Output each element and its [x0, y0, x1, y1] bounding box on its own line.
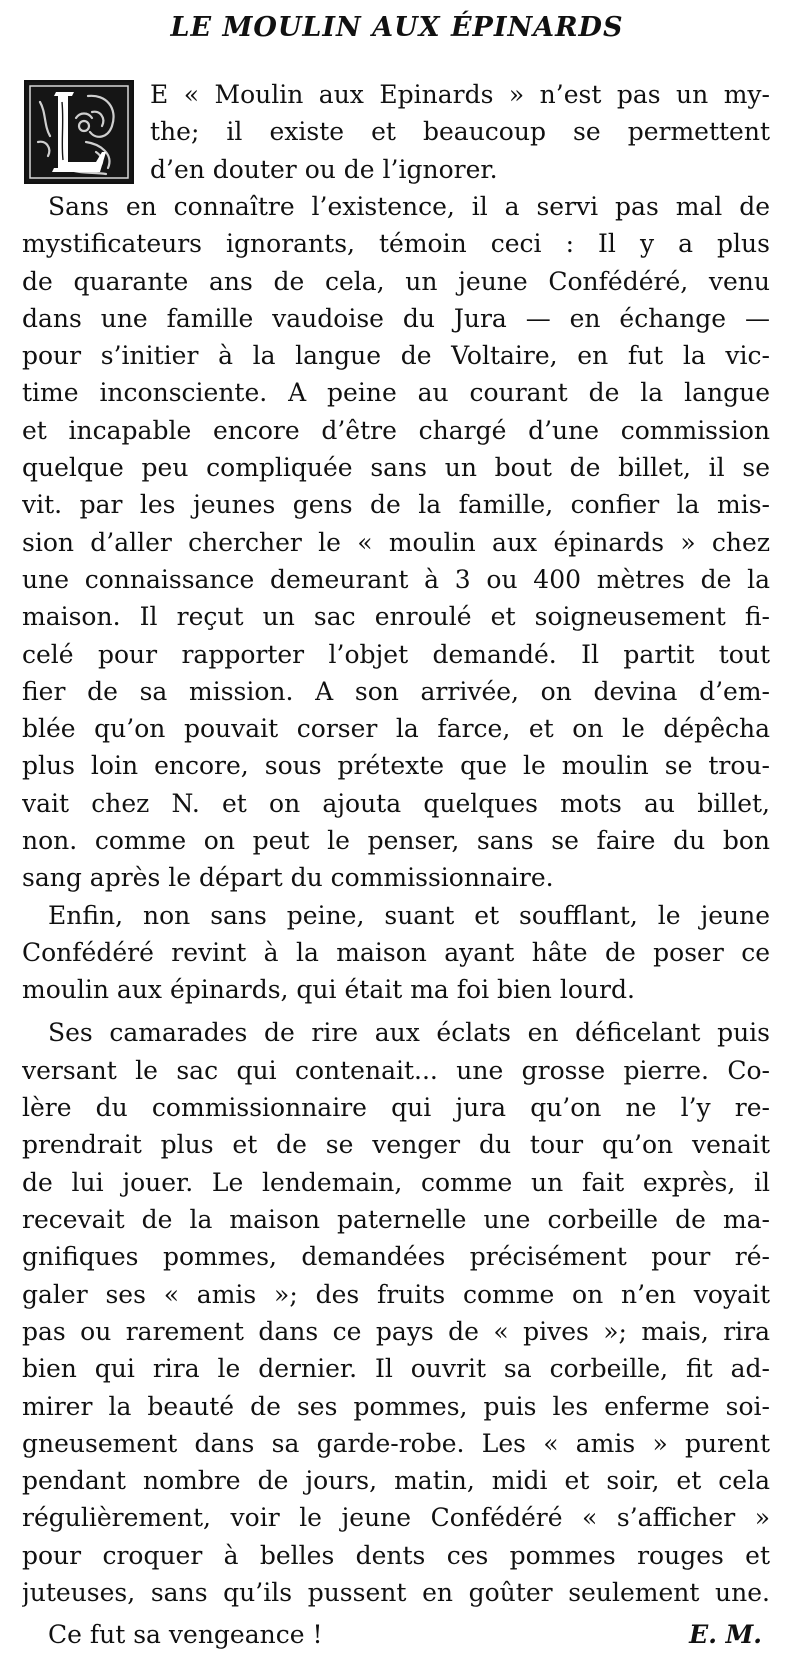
text-line: versant le sac qui contenait... une grosse pierre. Co-: [22, 1056, 770, 1085]
text-line: lère du commissionnaire qui jura qu’on ne l’y re-: [22, 1093, 770, 1122]
text-line: non. comme on peut le penser, sans se faire du bon: [22, 826, 770, 855]
text-line: mirer la beauté de ses pommes, puis les enferme soi-: [22, 1392, 770, 1421]
text-line: time inconsciente. A peine au courant de la langue: [22, 378, 770, 407]
text-line: blée qu’on pouvait corser la farce, et on le dépêcha: [22, 714, 770, 743]
text-line: maison. Il reçut un sac enroulé et soigneusement fi-: [22, 602, 770, 631]
text-line: prendrait plus et de se venger du tour qu’on venait: [22, 1130, 770, 1159]
text-line: galer ses « amis »; des fruits comme on n’en voyait: [22, 1280, 770, 1309]
text-line: celé pour rapporter l’objet demandé. Il partit tout: [22, 640, 770, 669]
text-line: dans une famille vaudoise du Jura — en échange —: [22, 304, 770, 333]
text-line: sang après le départ du commissionnaire.: [22, 863, 554, 892]
text-line: pour s’initier à la langue de Voltaire, en fut la vic-: [22, 341, 770, 370]
text-line: Sans en connaître l’existence, il a servi pas mal de: [48, 192, 770, 221]
text-line: moulin aux épinards, qui était ma foi bien lourd.: [22, 975, 635, 1004]
text-line: une connaissance demeurant à 3 ou 400 mètres de la: [22, 565, 770, 594]
text-line: pas ou rarement dans ce pays de « pives »; mais, rira: [22, 1317, 770, 1346]
text-line: mystificateurs ignorants, témoin ceci : Il y a plus: [22, 229, 770, 258]
text-line: d’en douter ou de l’ignorer.: [150, 155, 498, 184]
text-line: pour croquer à belles dents ces pommes rouges et: [22, 1541, 770, 1570]
text-line: Ses camarades de rire aux éclats en déficelant puis: [48, 1018, 770, 1047]
text-line: sion d’aller chercher le « moulin aux épinards » chez: [22, 528, 770, 557]
author-signature: E. M.: [689, 1620, 762, 1649]
text-line: bien qui rira le dernier. Il ouvrit sa corbeille, fit ad-: [22, 1354, 770, 1383]
text-line: vait chez N. et on ajouta quelques mots au billet,: [22, 789, 770, 818]
closing-line: Ce fut sa vengeance !: [48, 1620, 323, 1649]
text-line: Confédéré revint à la maison ayant hâte de poser ce: [22, 938, 770, 967]
text-line: quelque peu compliquée sans un bout de billet, il se: [22, 453, 770, 482]
text-line: pendant nombre de jours, matin, midi et soir, et cela: [22, 1466, 770, 1495]
text-line: the; il existe et beaucoup se permettent: [150, 117, 770, 146]
text-line: vit. par les jeunes gens de la famille, confier la mis-: [22, 490, 770, 519]
closing-row: [48, 1617, 770, 1653]
article-title: LE MOULIN AUX ÉPINARDS: [170, 12, 624, 43]
text-line: gnifiques pommes, demandées précisément pour ré-: [22, 1242, 770, 1271]
text-line: régulièrement, voir le jeune Confédéré « s’afficher »: [22, 1503, 770, 1532]
text-line: fier de sa mission. A son arrivée, on devina d’em-: [22, 677, 770, 706]
text-line: gneusement dans sa garde-robe. Les « amis » purent: [22, 1429, 770, 1458]
text-line: E « Moulin aux Epinards » n’est pas un my-: [150, 80, 770, 109]
text-line: de quarante ans de cela, un jeune Confédéré, venu: [22, 267, 770, 296]
text-line: Enfin, non sans peine, suant et soufflant, le jeune: [48, 901, 770, 930]
text-line: juteuses, sans qu’ils pussent en goûter seulement une.: [22, 1578, 770, 1607]
text-line: recevait de la maison paternelle une corbeille de ma-: [22, 1205, 770, 1234]
text-line: de lui jouer. Le lendemain, comme un fait exprès, il: [22, 1168, 770, 1197]
text-line: et incapable encore d’être chargé d’une commission: [22, 416, 770, 445]
text-line: plus loin encore, sous prétexte que le moulin se trou-: [22, 751, 770, 780]
